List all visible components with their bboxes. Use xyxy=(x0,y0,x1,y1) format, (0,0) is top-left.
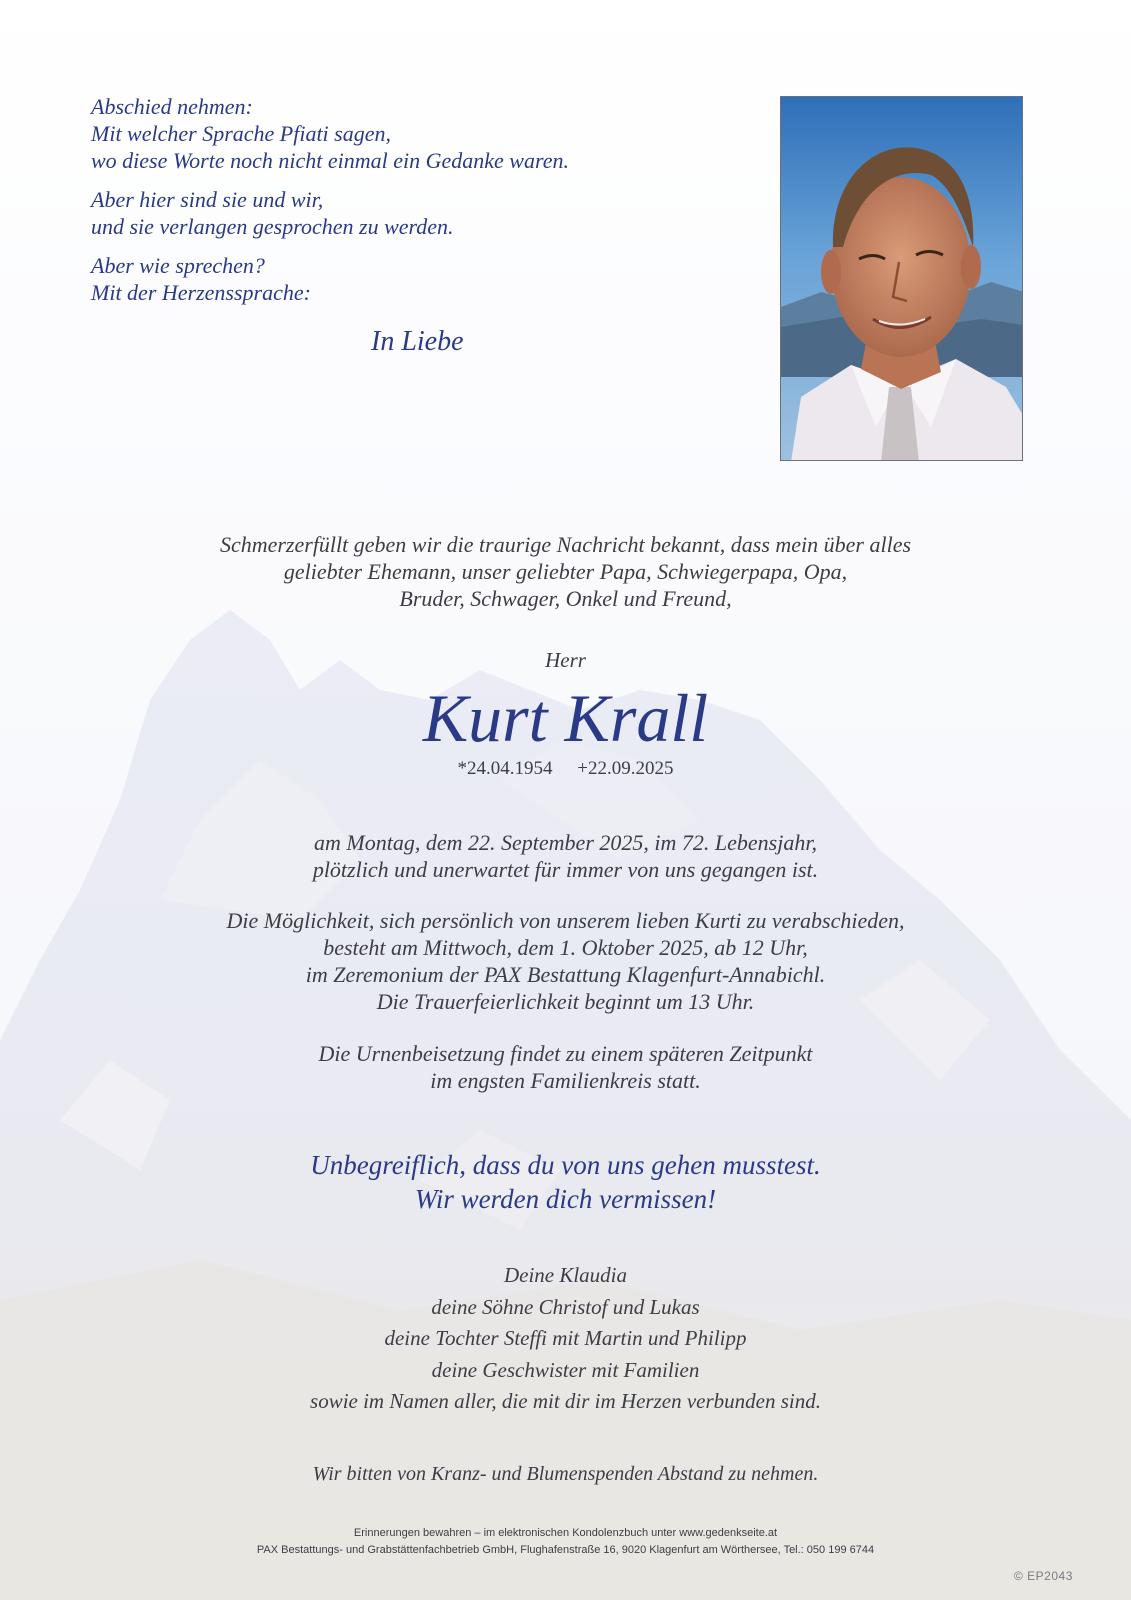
passing-line: plötzlich und unerwartet für immer von uns gegangen ist. xyxy=(312,857,819,882)
passing-notice xyxy=(0,829,1131,883)
mourner-line: deine Geschwister mit Familien xyxy=(431,1357,700,1382)
burial-line: im engsten Familienkreis statt. xyxy=(430,1068,701,1093)
life-dates xyxy=(0,758,1131,780)
viewing-line: Die Möglichkeit, sich persönlich von unserem lieben Kurti zu verabschieden, xyxy=(226,908,905,933)
intro-line: geliebter Ehemann, unser geliebter Papa, Schwiegerpapa, Opa, xyxy=(283,559,848,584)
death-date: +22.09.2025 xyxy=(577,758,674,779)
intro-line: Schmerzerfüllt geben wir die traurige Nachricht bekannt, dass mein über alles xyxy=(219,532,912,557)
mourners-list xyxy=(0,1260,1131,1418)
poem-line: und sie verlangen gesprochen zu werden. xyxy=(91,214,454,239)
poem-line: Mit welcher Sprache Pfiati sagen, xyxy=(91,121,391,146)
poem-line: Mit der Herzenssprache: xyxy=(91,280,311,305)
viewing-notice xyxy=(0,907,1131,1015)
mourner-line: sowie im Namen aller, die mit dir im Herzen verbunden sind. xyxy=(310,1389,821,1413)
deceased-name: Kurt Krall xyxy=(422,680,709,756)
farewell-message xyxy=(0,1148,1131,1216)
mourner-line: deine Söhne Christof und Lukas xyxy=(431,1294,700,1319)
intro-text xyxy=(0,531,1131,612)
burial-line: Die Urnenbeisetzung findet zu einem späteren Zeitpunkt xyxy=(318,1041,813,1066)
viewing-line: Die Trauerfeierlichkeit beginnt um 13 Uhr. xyxy=(376,989,755,1014)
passing-line: am Montag, dem 22. September 2025, im 72. Lebensjahr, xyxy=(314,830,817,855)
footer xyxy=(0,1525,1131,1559)
poem-stanza xyxy=(91,93,731,174)
poem-closing: In Liebe xyxy=(371,326,464,357)
portrait-illustration xyxy=(781,97,1023,461)
portrait-photo xyxy=(780,96,1023,461)
intro-line: Bruder, Schwager, Onkel und Freund, xyxy=(399,586,732,611)
template-stamp: © EP2043 xyxy=(1014,1569,1073,1583)
poem-line: Aber wie sprechen? xyxy=(91,253,265,278)
viewing-line: besteht am Mittwoch, dem 1. Oktober 2025, ab 12 Uhr, xyxy=(323,935,808,960)
poem-stanza xyxy=(91,252,731,306)
poem xyxy=(91,93,731,318)
donation-request: Wir bitten von Kranz- und Blumenspenden Abstand zu nehmen. xyxy=(312,1463,819,1485)
burial-notice xyxy=(0,1040,1131,1094)
farewell-line: Unbegreiflich, dass du von uns gehen musstest. xyxy=(310,1150,821,1180)
farewell-line: Wir werden dich vermissen! xyxy=(414,1184,717,1214)
mourner-line: Deine Klaudia xyxy=(503,1263,628,1287)
poem-line: wo diese Worte noch nicht einmal ein Gedanke waren. xyxy=(91,148,569,173)
birth-date: *24.04.1954 xyxy=(457,758,553,779)
poem-line: Aber hier sind sie und wir, xyxy=(91,187,324,212)
salutation: Herr xyxy=(545,648,586,672)
poem-line: Abschied nehmen: xyxy=(91,94,253,119)
footer-line: PAX Bestattungs- und Grabstättenfachbetrieb GmbH, Flughafenstraße 16, 9020 Klagenfurt am Wörthersee, Tel.: 050 199 6744 xyxy=(256,1544,875,1556)
poem-stanza xyxy=(91,186,731,240)
footer-line: Erinnerungen bewahren – im elektronischen Kondolenzbuch unter www.gedenkseite.at xyxy=(353,1527,778,1539)
mourner-line: deine Tochter Steffi mit Martin und Philipp xyxy=(384,1326,747,1350)
viewing-line: im Zeremonium der PAX Bestattung Klagenfurt-Annabichl. xyxy=(305,962,826,987)
